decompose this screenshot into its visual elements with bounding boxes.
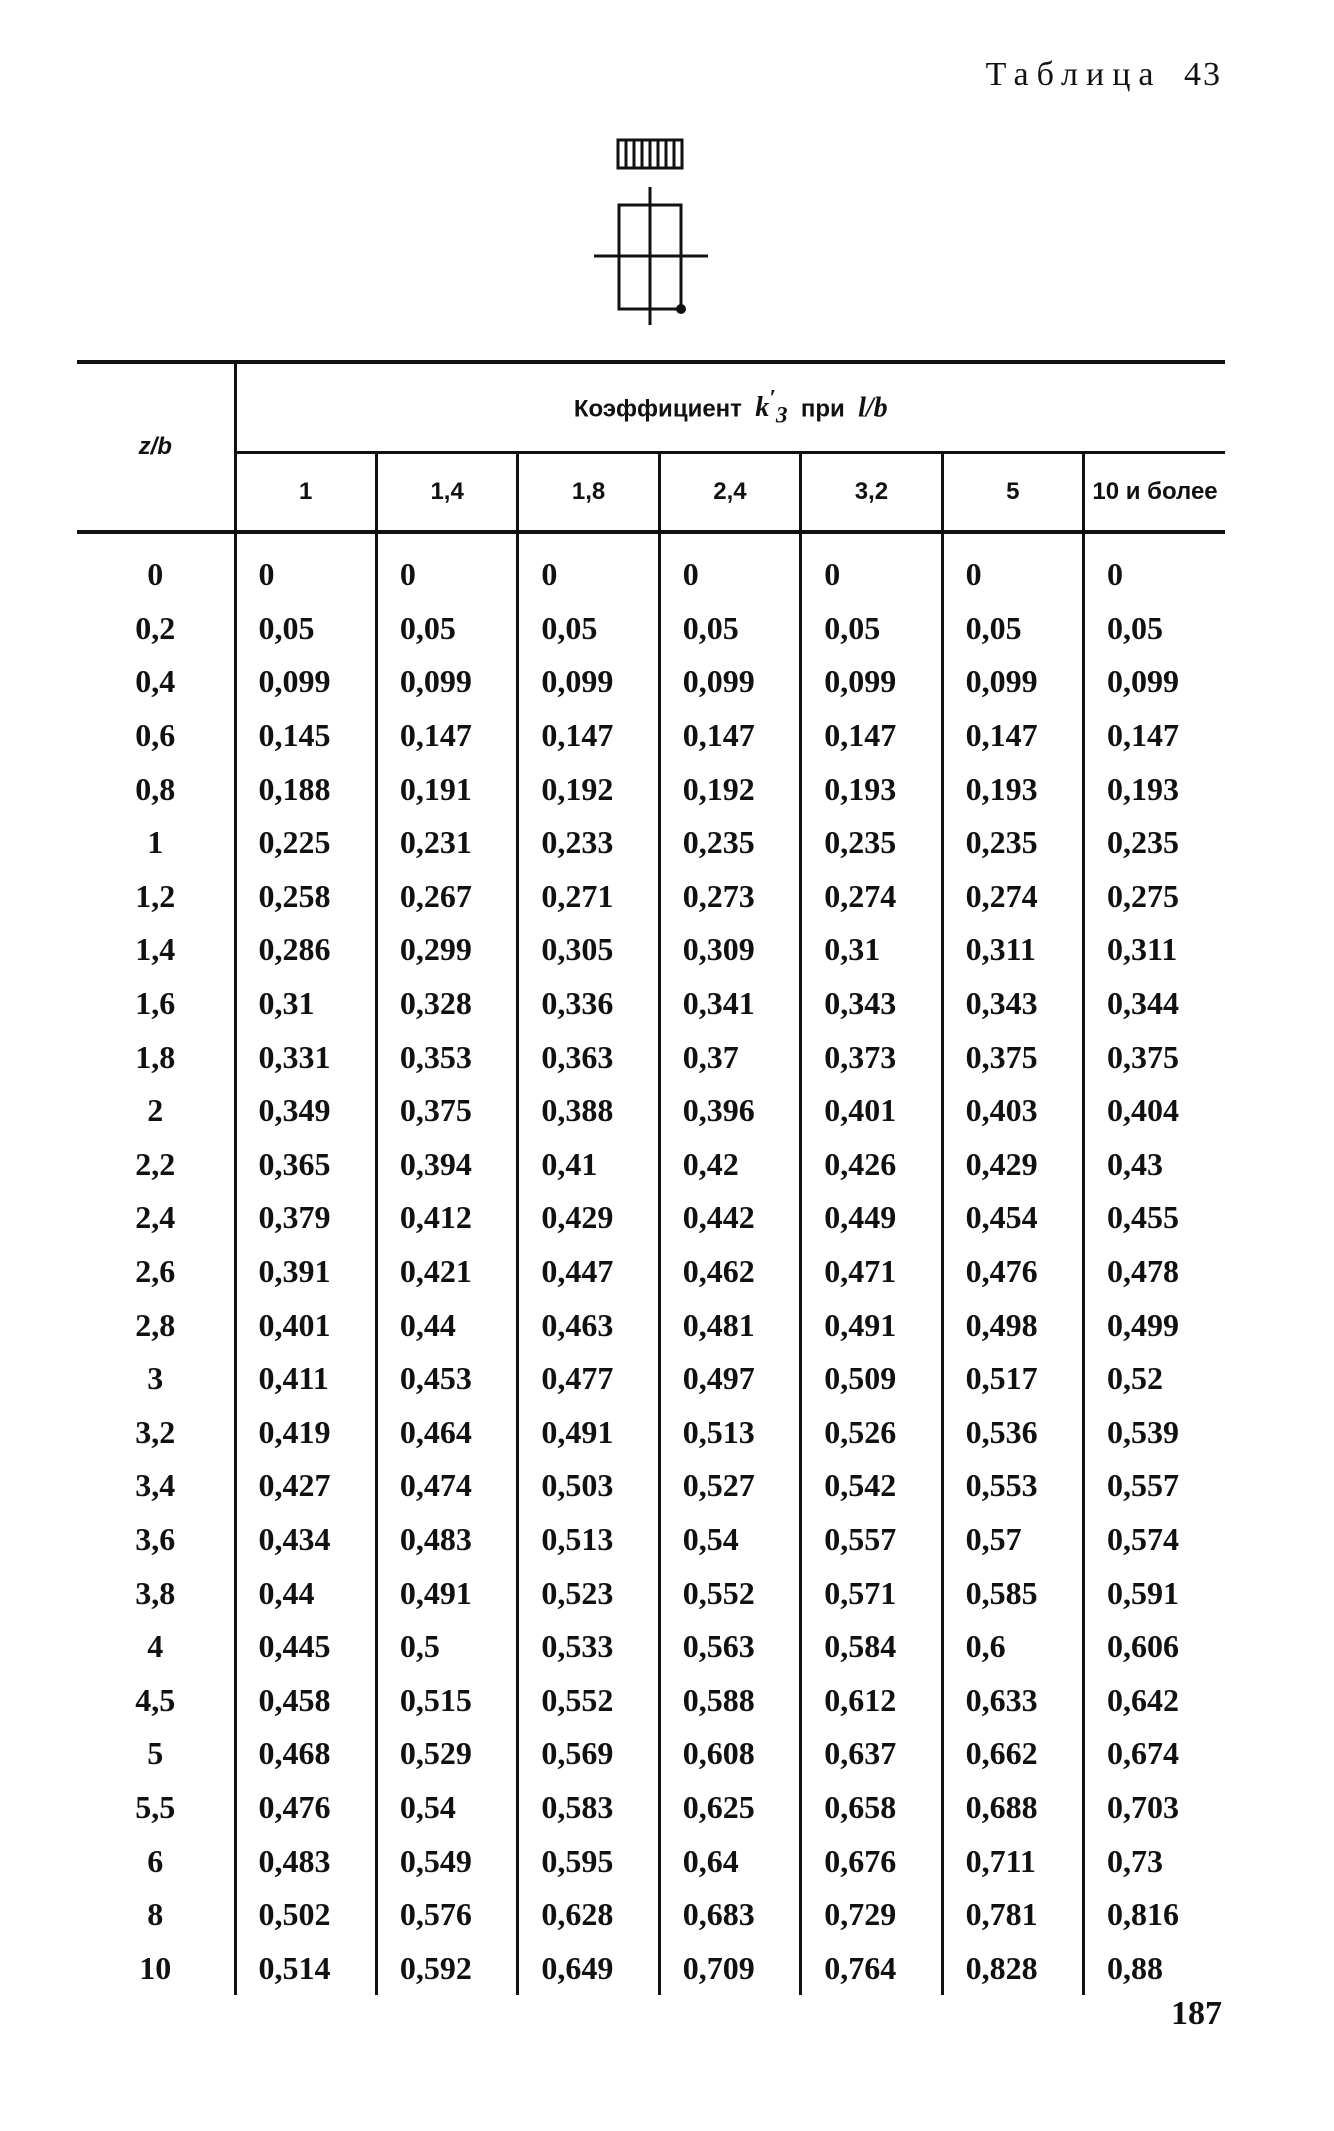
table-cell: 0,583 [518,1781,659,1835]
table-cell: 0,147 [1107,717,1180,754]
table-cell: 0,191 [376,762,517,816]
table-cell: 0,311 [1107,931,1178,968]
table-row [77,1245,1225,1299]
group-header: Коэффициент $k'_3$ при l/b [235,362,1225,453]
row-label: 0 [77,532,235,602]
table-cell: 0,625 [659,1781,800,1835]
table-cell: 0,709 [659,1941,800,1995]
table-cell: 0,396 [659,1084,800,1138]
row-label: 5 [77,1727,235,1781]
table-row [77,709,1225,763]
table-row [77,977,1225,1031]
table-cell: 0,305 [518,923,659,977]
row-label: 2,6 [77,1245,235,1299]
table-row [77,1727,1225,1781]
table-cell: 0,455 [1107,1199,1180,1236]
table-cell: 0,5 [376,1620,517,1674]
table-cell: 0 [801,532,942,602]
row-label: 3,4 [77,1459,235,1513]
table-cell: 0,05 [235,602,376,656]
table-cell: 0,662 [942,1727,1083,1781]
column-header: 5 [942,453,1083,533]
caption-word: Таблица [985,56,1162,93]
table-cell: 0,574 [1107,1520,1180,1557]
table-cell: 0,394 [376,1138,517,1192]
row-label: 4,5 [77,1673,235,1727]
table-cell: 0,458 [235,1673,376,1727]
table-cell: 0,188 [235,762,376,816]
table-cell: 0,683 [659,1888,800,1942]
table-cell: 0,147 [518,709,659,763]
table-cell: 0,517 [942,1352,1083,1406]
table-cell: 0,225 [235,816,376,870]
table-cell: 0,688 [942,1781,1083,1835]
row-label: 0,4 [77,655,235,709]
table-cell: 0,529 [376,1727,517,1781]
table-cell: 0,379 [235,1191,376,1245]
table-cell: 0,628 [518,1888,659,1942]
table-cell: 0,464 [376,1406,517,1460]
table-cell: 0,434 [235,1513,376,1567]
table-cell: 0,391 [235,1245,376,1299]
table-cell: 0,447 [518,1245,659,1299]
table-cell: 0,453 [376,1352,517,1406]
table-cell: 0 [235,532,376,602]
row-label: 3,8 [77,1566,235,1620]
table-row [77,1298,1225,1352]
table-cell: 0,05 [659,602,800,656]
table-cell: 0,449 [801,1191,942,1245]
table-cell: 0,099 [801,655,942,709]
table-cell: 0,099 [518,655,659,709]
table-cell: 0,499 [1107,1306,1180,1343]
table-cell: 0,816 [1107,1896,1180,1933]
table-cell: 0,54 [376,1781,517,1835]
table-cell: 0,44 [376,1298,517,1352]
table-cell: 0,491 [376,1566,517,1620]
table-cell: 0,552 [659,1566,800,1620]
table-cell: 0,569 [518,1727,659,1781]
table-cell: 0,478 [1107,1253,1180,1290]
table-row [77,532,1225,602]
table-cell: 0,676 [801,1834,942,1888]
table-cell: 0,57 [942,1513,1083,1567]
table-cell: 0,542 [801,1459,942,1513]
caption-number: 43 [1184,56,1222,93]
column-header: 1,8 [518,453,659,533]
table-cell: 0,235 [1107,824,1180,861]
table-cell: 0,147 [659,709,800,763]
table-cell: 0,147 [801,709,942,763]
table-row [77,762,1225,816]
row-label: 3,2 [77,1406,235,1460]
row-label: 8 [77,1888,235,1942]
table-cell: 0,73 [1107,1842,1164,1879]
table-cell: 0,509 [801,1352,942,1406]
table-cell: 0,513 [518,1513,659,1567]
row-label: 0,8 [77,762,235,816]
table-cell: 0,37 [659,1030,800,1084]
table-cell: 0,571 [801,1566,942,1620]
table-cell: 0,88 [1107,1949,1164,1986]
table-cell: 0,563 [659,1620,800,1674]
table-cell: 0,373 [801,1030,942,1084]
table-cell: 0,481 [659,1298,800,1352]
row-header-z-b: z/b [77,362,235,532]
column-header: 1 [235,453,376,533]
coefficient-table [77,360,1225,1995]
table-cell: 0,642 [1107,1681,1180,1718]
table-cell: 0,258 [235,870,376,924]
table-cell: 0,099 [376,655,517,709]
table-cell: 0,612 [801,1673,942,1727]
column-header: 10 и более [1092,478,1218,505]
table-row [77,1459,1225,1513]
table-cell: 0,633 [942,1673,1083,1727]
table-cell: 0,536 [942,1406,1083,1460]
table-cell: 0,363 [518,1030,659,1084]
table-cell: 0,523 [518,1566,659,1620]
table-cell: 0,31 [801,923,942,977]
table-cell: 0,502 [235,1888,376,1942]
table-cell: 0,429 [518,1191,659,1245]
table-cell: 0,231 [376,816,517,870]
table-cell: 0,527 [659,1459,800,1513]
table-cell: 0,419 [235,1406,376,1460]
table-cell: 0,549 [376,1834,517,1888]
table-cell: 0,476 [235,1781,376,1835]
table-cell: 0,606 [1107,1628,1180,1665]
row-label: 3,6 [77,1513,235,1567]
table-cell: 0,674 [1107,1735,1180,1772]
table-cell: 0,099 [1107,663,1180,700]
table-cell: 0,54 [659,1513,800,1567]
table-cell: 0,375 [942,1030,1083,1084]
table-cell: 0 [1107,556,1124,593]
table-cell: 0,491 [518,1406,659,1460]
table-cell: 0,273 [659,870,800,924]
table-cell: 0,099 [659,655,800,709]
table-cell: 0,474 [376,1459,517,1513]
table-row [77,1888,1225,1942]
table-cell: 0 [942,532,1083,602]
table-cell: 0,375 [1107,1038,1180,1075]
table-cell: 0,557 [1107,1467,1180,1504]
table-cell: 0,608 [659,1727,800,1781]
table-cell: 0,514 [235,1941,376,1995]
table-row [77,1406,1225,1460]
row-label: 1,2 [77,870,235,924]
row-label: 2,8 [77,1298,235,1352]
table-cell: 0 [376,532,517,602]
table-cell: 0,235 [942,816,1083,870]
table-row [77,1941,1225,1995]
table-cell: 0,336 [518,977,659,1031]
table-cell: 0,588 [659,1673,800,1727]
table-cell: 0,271 [518,870,659,924]
table-caption [986,56,1222,94]
row-label: 1,6 [77,977,235,1031]
row-label: 6 [77,1834,235,1888]
table-cell: 0,343 [942,977,1083,1031]
table-cell: 0,44 [235,1566,376,1620]
table-cell: 0,483 [235,1834,376,1888]
table-cell: 0,299 [376,923,517,977]
table-cell: 0,192 [518,762,659,816]
table-cell: 0,552 [518,1673,659,1727]
table-cell: 0,442 [659,1191,800,1245]
table-cell: 0,477 [518,1352,659,1406]
table-cell: 0,52 [1107,1360,1164,1397]
row-label: 0,6 [77,709,235,763]
page-number: 187 [1171,1995,1222,2032]
table-cell: 0,05 [376,602,517,656]
table-row [77,1673,1225,1727]
table-cell: 0 [659,532,800,602]
table-cell: 0,513 [659,1406,800,1460]
table-row [77,655,1225,709]
table-cell: 0,781 [942,1888,1083,1942]
table-cell: 0,233 [518,816,659,870]
table-cell: 0,331 [235,1030,376,1084]
table-cell: 0,412 [376,1191,517,1245]
table-cell: 0,584 [801,1620,942,1674]
table-cell: 0 [518,532,659,602]
table-cell: 0,41 [518,1138,659,1192]
table-cell: 0,658 [801,1781,942,1835]
table-cell: 0,274 [801,870,942,924]
table-cell: 0,401 [801,1084,942,1138]
table-row [77,602,1225,656]
table-cell: 0,649 [518,1941,659,1995]
table-cell: 0,344 [1107,985,1180,1022]
column-header: 1,4 [376,453,517,533]
table-cell: 0,427 [235,1459,376,1513]
table-cell: 0,411 [235,1352,376,1406]
table-cell: 0,421 [376,1245,517,1299]
table-row [77,870,1225,924]
table-cell: 0,585 [942,1566,1083,1620]
table-cell: 0,145 [235,709,376,763]
table-cell: 0,595 [518,1834,659,1888]
row-label: 2,4 [77,1191,235,1245]
table-cell: 0,388 [518,1084,659,1138]
table-cell: 0,193 [801,762,942,816]
table-cell: 0,309 [659,923,800,977]
row-label: 5,5 [77,1781,235,1835]
table-row [77,1620,1225,1674]
column-header: 2,4 [659,453,800,533]
table-row [77,1138,1225,1192]
table-cell: 0,193 [942,762,1083,816]
table-cell: 0,192 [659,762,800,816]
table-cell: 0,275 [1107,877,1180,914]
column-header: 3,2 [801,453,942,533]
table-cell: 0,503 [518,1459,659,1513]
table-cell: 0,497 [659,1352,800,1406]
table-cell: 0,483 [376,1513,517,1567]
row-label: 2,2 [77,1138,235,1192]
table-cell: 0,429 [942,1138,1083,1192]
table-cell: 0,099 [235,655,376,709]
table-cell: 0,147 [376,709,517,763]
table-row [77,1566,1225,1620]
table-cell: 0,404 [1107,1092,1180,1129]
table-cell: 0,349 [235,1084,376,1138]
table-cell: 0,341 [659,977,800,1031]
table-cell: 0,403 [942,1084,1083,1138]
row-label: 1,4 [77,923,235,977]
table-cell: 0,426 [801,1138,942,1192]
table-cell: 0,147 [942,709,1083,763]
table-cell: 0,193 [1107,770,1180,807]
table-row [77,923,1225,977]
table-cell: 0,471 [801,1245,942,1299]
table-cell: 0,274 [942,870,1083,924]
row-label: 10 [77,1941,235,1995]
table-cell: 0,235 [801,816,942,870]
table-cell: 0,31 [235,977,376,1031]
row-label: 1 [77,816,235,870]
row-label: 1,8 [77,1030,235,1084]
distributed-load-icon [618,140,682,168]
table-cell: 0,498 [942,1298,1083,1352]
table-cell: 0,401 [235,1298,376,1352]
table-cell: 0,491 [801,1298,942,1352]
table-cell: 0,311 [942,923,1083,977]
table-cell: 0,711 [942,1834,1083,1888]
table-cell: 0,05 [942,602,1083,656]
table-cell: 0,286 [235,923,376,977]
table-cell: 0,515 [376,1673,517,1727]
table-cell: 0,476 [942,1245,1083,1299]
table-cell: 0,468 [235,1727,376,1781]
row-label: 4 [77,1620,235,1674]
table-cell: 0,64 [659,1834,800,1888]
table-cell: 0,235 [659,816,800,870]
table-row [77,1352,1225,1406]
table-cell: 0,343 [801,977,942,1031]
row-label: 2 [77,1084,235,1138]
table-row [77,1191,1225,1245]
table-cell: 0,592 [376,1941,517,1995]
table-cell: 0,05 [1107,609,1164,646]
table-cell: 0,099 [942,655,1083,709]
table-cell: 0,375 [376,1084,517,1138]
table-cell: 0,526 [801,1406,942,1460]
table-cell: 0,576 [376,1888,517,1942]
row-label: 3 [77,1352,235,1406]
table-cell: 0,05 [801,602,942,656]
table-cell: 0,729 [801,1888,942,1942]
table-cell: 0,637 [801,1727,942,1781]
table-row [77,816,1225,870]
table-cell: 0,553 [942,1459,1083,1513]
table-cell: 0,557 [801,1513,942,1567]
table-cell: 0,43 [1107,1145,1164,1182]
table-row [77,1834,1225,1888]
foundation-plan-icon [594,187,708,325]
table-cell: 0,267 [376,870,517,924]
table-cell: 0,533 [518,1620,659,1674]
table-cell: 0,6 [942,1620,1083,1674]
table-cell: 0,539 [1107,1413,1180,1450]
table-cell: 0,05 [518,602,659,656]
table-cell: 0,42 [659,1138,800,1192]
table-cell: 0,591 [1107,1574,1180,1611]
row-label: 0,2 [77,602,235,656]
table-cell: 0,764 [801,1941,942,1995]
table-row [77,1084,1225,1138]
table-cell: 0,463 [518,1298,659,1352]
table-cell: 0,353 [376,1030,517,1084]
table-row [77,1513,1225,1567]
table-cell: 0,454 [942,1191,1083,1245]
table-row [77,1030,1225,1084]
table-cell: 0,462 [659,1245,800,1299]
table-cell: 0,365 [235,1138,376,1192]
table-cell: 0,445 [235,1620,376,1674]
table-row [77,1781,1225,1835]
table-cell: 0,328 [376,977,517,1031]
table-cell: 0,828 [942,1941,1083,1995]
loading-scheme-diagram [586,135,716,335]
table-cell: 0,703 [1107,1788,1180,1825]
